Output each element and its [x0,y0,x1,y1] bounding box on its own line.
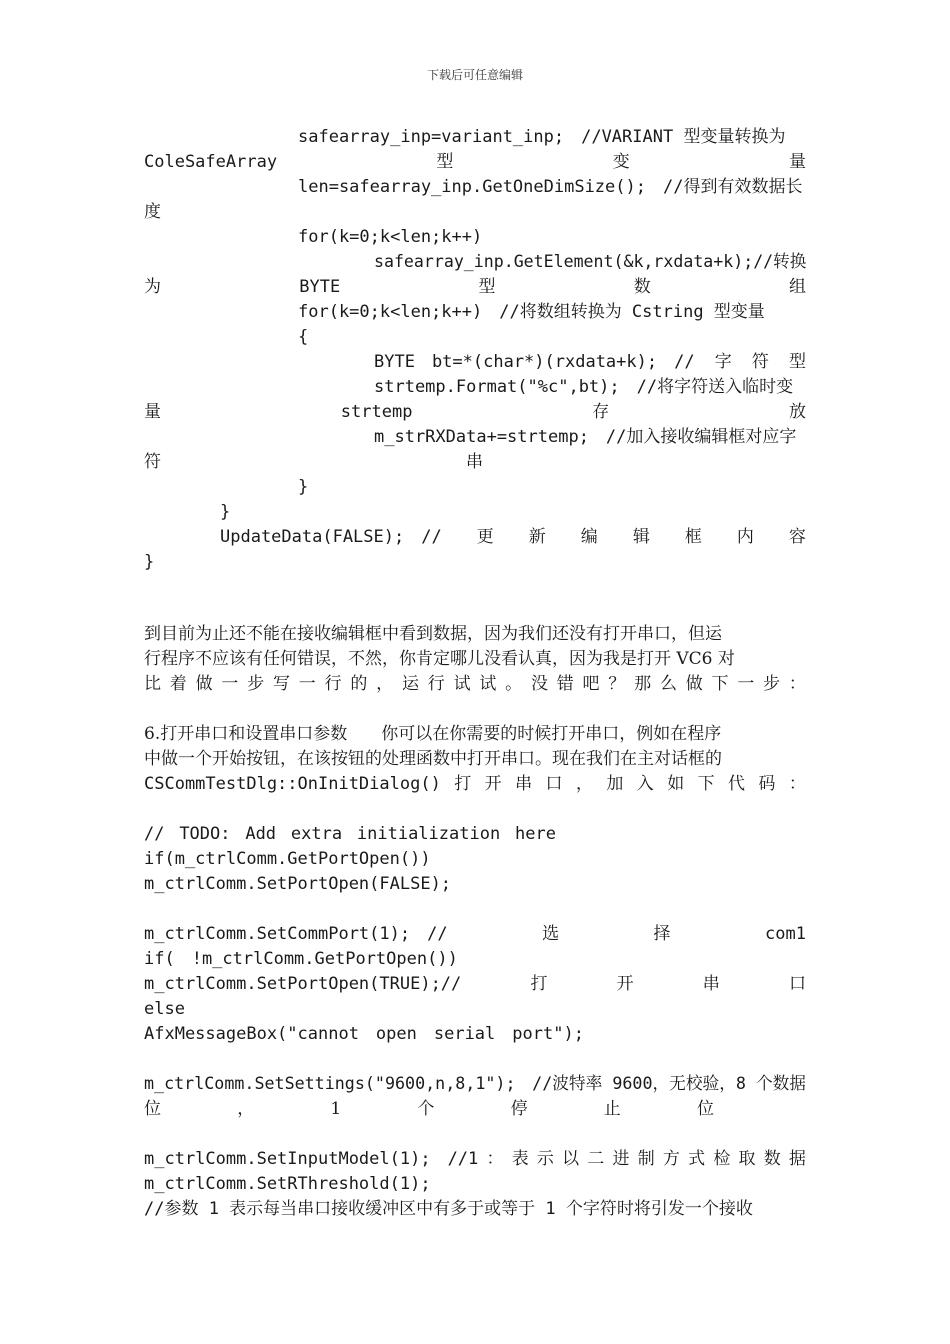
code-line: else [144,999,185,1019]
code-line: m_ctrlComm.SetSettings("9600,n,8,1"); //波特率 9600，无校验，8 个数据 [144,1074,806,1094]
code-line: 度 [144,202,161,222]
code-line: m_strRXData+=strtemp; //加入接收编辑框对应字 [374,427,797,447]
code-line: if(m_ctrlComm.GetPortOpen()) [144,849,431,869]
code-line: for(k=0;k<len;k++) [298,227,483,247]
code-line-justified: // TODO: Add extra initialization here [144,824,556,844]
code-line-justified: ColeSafeArray 型 变 量 [144,152,806,172]
paragraph-line-justified: 比 着 做 一 步 写 一 行 的 ， 运 行 试 试 。 没 错 吧 ？ 那 么 做 下 一 步 ： [144,674,806,694]
code-line: 符 [144,452,161,472]
code-line-justified: m_ctrlComm.SetCommPort(1); // 选 择 com1 [144,924,806,944]
paragraph-line-justified: CSCommTestDlg::OnInitDialog() 打 开 串 口 ， 加 入 如 下 代 码 ： [144,774,806,794]
code-line: AfxMessageBox("cannot open serial port"); [144,1024,584,1044]
code-line: 串 [466,452,483,472]
code-line: } [144,552,155,572]
code-line-justified: m_ctrlComm.SetPortOpen(TRUE);// 打 开 串 口 [144,974,806,994]
paragraph-line: 中做一个开始按钮，在该按钮的处理函数中打开串口。现在我们在主对话框的 [144,749,722,769]
code-line: strtemp.Format("%c",bt); //将字符送入临时变 [374,377,794,397]
code-line: m_ctrlComm.SetPortOpen(FALSE); [144,874,452,894]
code-line-justified: 为 BYTE 型 数 组 [144,277,806,297]
code-line: len=safearray_inp.GetOneDimSize(); //得到有效数据长 [298,177,803,197]
code-line-justified: 位 ， 1 个 停 止 位 [144,1099,714,1119]
code-line: m_ctrlComm.SetRThreshold(1); [144,1174,431,1194]
code-line-justified: BYTE bt=*(char*)(rxdata+k); // 字 符 型 [374,352,806,372]
code-line: } [220,502,231,522]
code-line-justified: m_ctrlComm.SetInputModel(1); //1 ： 表 示 以 二 进 制 方 式 检 取 数 据 [144,1149,806,1169]
code-line: if( !m_ctrlComm.GetPortOpen()) [144,949,458,969]
code-line: for(k=0;k<len;k++) //将数组转换为 Cstring 型变量 [298,302,765,322]
paragraph-line: 到目前为止还不能在接收编辑框中看到数据，因为我们还没有打开串口，但运 [144,624,722,644]
paragraph-line: 6.打开串口和设置串口参数 你可以在你需要的时候打开串口，例如在程序 [144,724,722,744]
code-line: //参数 1 表示每当串口接收缓冲区中有多于或等于 1 个字符时将引发一个接收 [144,1199,753,1219]
code-line: safearray_inp=variant_inp; //VARIANT 型变量转换为 [298,127,786,147]
code-line-justified: 量 strtemp 存 放 [144,402,806,422]
code-line: } [298,477,309,497]
code-line-justified: UpdateData(FALSE); // 更 新 编 辑 框 内 容 [220,527,806,547]
code-line: safearray_inp.GetElement(&k,rxdata+k);//转换 [374,252,807,272]
code-line: { [298,327,309,347]
page-header: 下载后可任意编辑 [426,68,523,82]
paragraph-line: 行程序不应该有任何错误，不然，你肯定哪儿没看认真，因为我是打开 VC6 对 [144,649,735,669]
